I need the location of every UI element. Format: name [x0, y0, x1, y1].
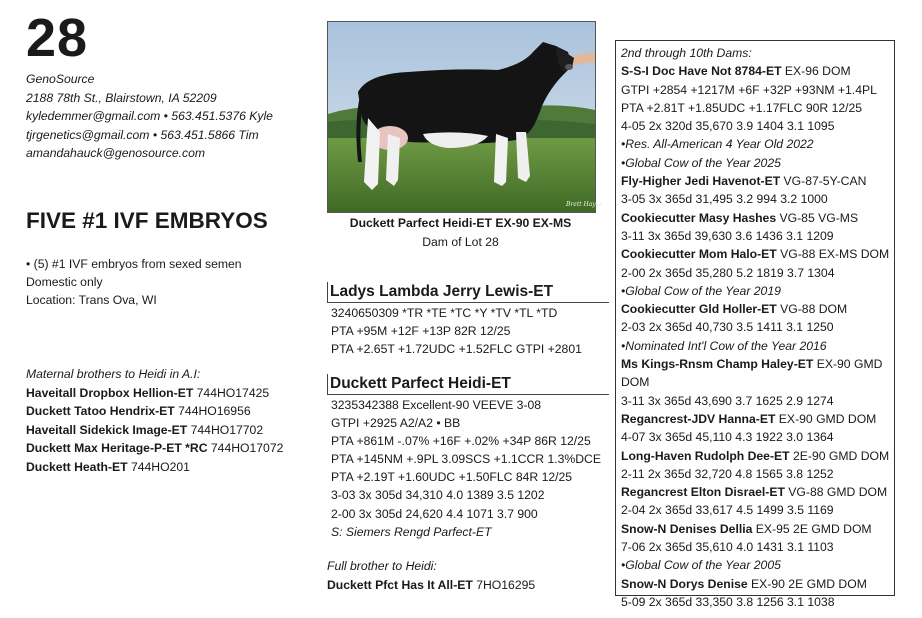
dam-entry: [621, 300, 894, 355]
dam-entry-title: Snow-N Dorys Denise EX-90 2E GMD DOM: [621, 576, 867, 591]
dams-box: [615, 40, 895, 609]
dam-entry: [621, 447, 894, 484]
photo-subcaption: Dam of Lot 28: [422, 235, 499, 249]
stat-line: 3235342388 Excellent-90 VEEVE 3-08: [331, 398, 542, 412]
contact-tim[interactable]: tjrgenetics@gmail.com • 563.451.5866 Tim: [26, 127, 259, 142]
photographer-signature: Brett Hayes: [566, 201, 603, 208]
maternal-header: Maternal brothers to Heidi in A.I:: [26, 367, 201, 381]
dam-name: Duckett Parfect Heidi-ET: [327, 374, 609, 395]
offer-details: [26, 255, 242, 309]
stat-line: 2-00 3x 305d 24,620 4.4 1071 3.7 900: [331, 506, 538, 521]
dam-entry: [621, 483, 894, 520]
dam-sire-note: S: Siemers Rengd Parfect-ET: [331, 524, 492, 539]
dam-entry-title: Cookiecutter Gld Holler-ET VG-88 DOM: [621, 302, 848, 317]
full-brother: [327, 557, 535, 594]
offer-bullet: • (5) #1 IVF embryos from sexed semen: [26, 257, 242, 271]
stat-line: PTA +2.19T +1.60UDC +1.50FLC 84R 12/25: [331, 470, 573, 485]
dam-entry-title: S-S-I Doc Have Not 8784-ET EX-96 DOM: [621, 64, 851, 79]
stat-line: 2-04 2x 365d 33,617 4.5 1499 3.5 1169: [621, 503, 834, 518]
award-note: •Global Cow of the Year 2005: [621, 558, 781, 573]
maternal-brothers: [26, 365, 283, 477]
stat-line: 3-11 3x 365d 39,630 3.6 1436 3.1 1209: [621, 228, 834, 243]
dam-entry: [621, 575, 894, 612]
stat-line: 7-06 2x 365d 35,610 4.0 1431 3.1 1103: [621, 540, 834, 555]
dam-entry: [621, 62, 894, 172]
dam-entry-title: Snow-N Denises Dellia EX-95 2E GMD DOM: [621, 521, 872, 536]
dam-entry: [621, 355, 894, 410]
dam-entry-title: Long-Haven Rudolph Dee-ET 2E-90 GMD DOM: [621, 448, 890, 463]
stat-line: PTA +2.81T +1.85UDC +1.17FLC 90R 12/25: [621, 100, 863, 115]
stat-line: 4-05 2x 320d 35,670 3.9 1404 3.1 1095: [621, 119, 835, 134]
offer-domestic: Domestic only: [26, 275, 103, 289]
address: 2188 78th St., Blairstown, IA 52209: [26, 90, 217, 105]
stat-line: 3-03 3x 305d 34,310 4.0 1389 3.5 1202: [331, 488, 545, 503]
stat-line: 3-11 3x 365d 43,690 3.7 1625 2.9 1274: [621, 393, 834, 408]
full-brother-entry: Duckett Pfct Has It All-ET 7HO16295: [327, 577, 536, 592]
stat-line: 3240650309 *TR *TE *TC *Y *TV *TL *TD: [331, 306, 558, 320]
photo-caption: Duckett Parfect Heidi-ET EX-90 EX-MS: [349, 216, 572, 230]
award-note: •Nominated Int'l Cow of the Year 2016: [621, 338, 827, 353]
stat-line: PTA +861M -.07% +16F +.02% +34P 86R 12/25: [331, 434, 591, 449]
holstein-cow-image: [328, 22, 603, 212]
dam-entry: [621, 410, 894, 447]
dam-entry-title: Fly-Higher Jedi Havenot-ET VG-87-5Y-CAN: [621, 174, 867, 189]
award-note: •Global Cow of the Year 2025: [621, 155, 781, 170]
award-note: •Res. All-American 4 Year Old 2022: [621, 137, 814, 152]
dam-entry-title: Cookiecutter Masy Hashes VG-85 VG-MS: [621, 210, 859, 225]
stat-line: 2-03 2x 365d 40,730 3.5 1411 3.1 1250: [621, 320, 834, 335]
dam-entry-title: Regancrest Elton Disrael-ET VG-88 GMD DOM: [621, 485, 888, 500]
contact-info: [26, 70, 273, 163]
maternal-item: Duckett Heath-ET 744HO201: [26, 459, 190, 474]
contact-amanda[interactable]: amandahauck@genosource.com: [26, 146, 206, 160]
sire-stats: [327, 304, 609, 358]
maternal-item: Haveitall Dropbox Hellion-ET 744HO17425: [26, 385, 270, 400]
maternal-item: Duckett Max Heritage-P-ET *RC 744HO17072: [26, 441, 284, 456]
stat-line: PTA +145NM +.9PL 3.09SCS +1.1CCR 1.3%DCE: [331, 452, 601, 467]
sire-section: [327, 282, 609, 358]
dam-entry: [621, 245, 894, 300]
stat-line: 4-07 3x 365d 45,110 4.3 1922 3.0 1364: [621, 430, 834, 445]
stat-line: PTA +95M +12F +13P 82R 12/25: [331, 324, 511, 339]
lot-number: 28: [26, 8, 89, 68]
dam-section: [327, 374, 609, 541]
stat-line: 5-09 2x 365d 33,350 3.8 1256 3.1 1038: [621, 594, 835, 609]
offer-location: Location: Trans Ova, WI: [26, 293, 157, 307]
maternal-item: Duckett Tatoo Hendrix-ET 744HO16956: [26, 404, 251, 419]
company-name: GenoSource: [26, 72, 95, 86]
dam-stats: [327, 396, 609, 541]
dam-entry: [621, 209, 894, 246]
stat-line: PTA +2.65T +1.72UDC +1.52FLC GTPI +2801: [331, 342, 582, 357]
full-brother-header: Full brother to Heidi:: [327, 559, 437, 573]
stat-line: 2-00 2x 365d 35,280 5.2 1819 3.7 1304: [621, 265, 835, 280]
dam-entry: [621, 172, 894, 209]
stat-line: GTPI +2854 +1217M +6F +32P +93NM +1.4PL: [621, 82, 877, 97]
award-note: •Global Cow of the Year 2019: [621, 283, 781, 298]
stat-line: GTPI +2925 A2/A2 • BB: [331, 416, 461, 431]
sire-name: Ladys Lambda Jerry Lewis-ET: [327, 282, 609, 303]
dam-entry-title: Cookiecutter Mom Halo-ET VG-88 EX-MS DOM: [621, 247, 890, 262]
dam-entry: [621, 520, 894, 575]
contact-kyle[interactable]: kyledemmer@gmail.com • 563.451.5376 Kyle: [26, 109, 273, 123]
dam-entry-title: Regancrest-JDV Hanna-ET EX-90 GMD DOM: [621, 411, 877, 426]
stat-line: 3-05 3x 365d 31,495 3.2 994 3.2 1000: [621, 192, 828, 207]
dam-entry-title: Ms Kings-Rnsm Champ Haley-ET EX-90 GMD DOM: [621, 357, 883, 390]
stat-line: 2-11 2x 365d 32,720 4.8 1565 3.8 1252: [621, 466, 834, 481]
lot-headline: FIVE #1 IVF EMBRYOS: [26, 208, 268, 233]
cow-photo: [327, 21, 603, 213]
dams-header: 2nd through 10th Dams:: [621, 46, 752, 60]
maternal-item: Haveitall Sidekick Image-ET 744HO17702: [26, 422, 264, 437]
